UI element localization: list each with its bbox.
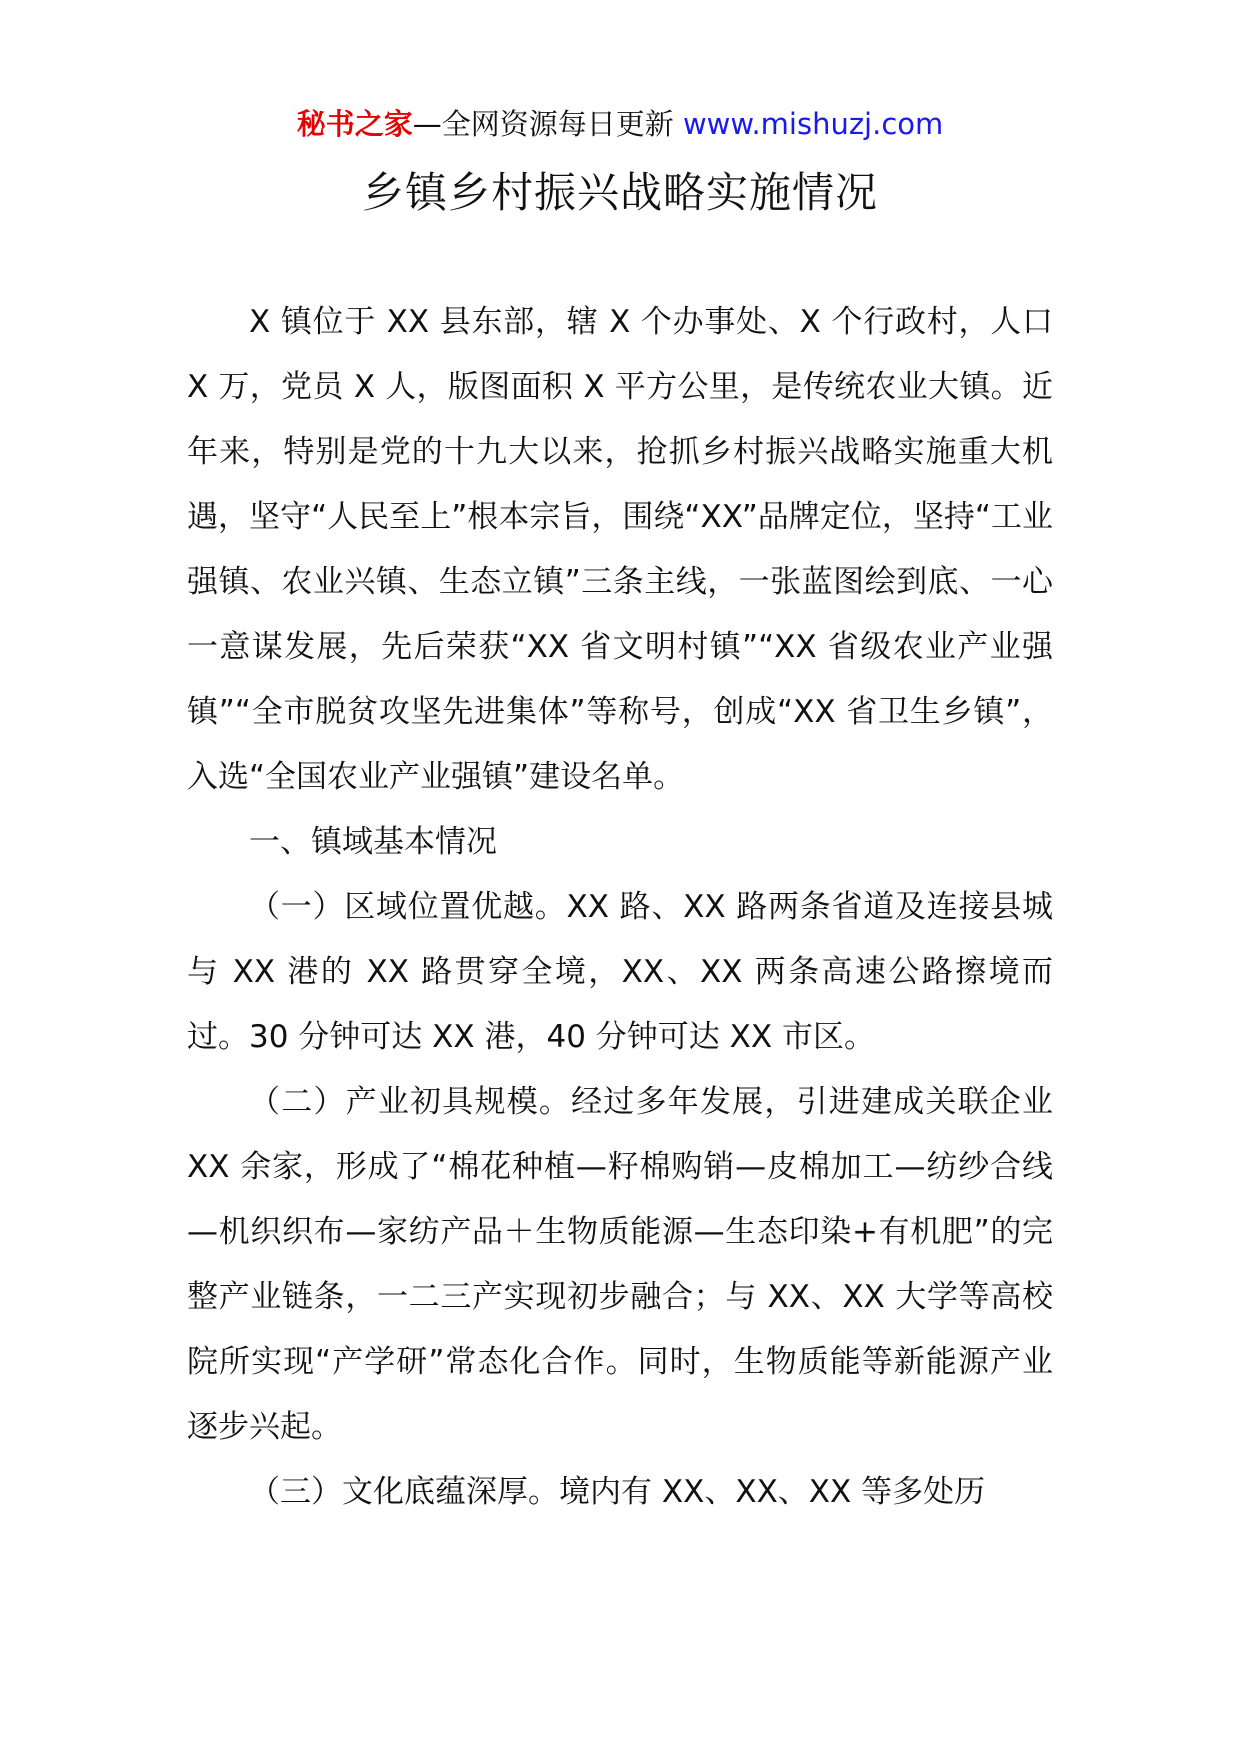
intro-paragraph: X 镇位于 XX 县东部，辖 X 个办事处、X 个行政村，人口 X 万，党员 X 人，版图面积 X 平方公里，是传统农业大镇。近年来，特别是党的十九大以来，抢抓乡村振兴战略实施重大机遇，坚守“人民至上”根本宗旨，围绕“XX”品牌定位，坚持“工业强镇、农业兴镇、生态立镇”三条主线，一张蓝图绘到底、一心一意谋发展，先后荣获“XX 省文明村镇”“XX 省级农业产业强镇”“全市脱贫攻坚先进集体”等称号，创成“XX 省卫生乡镇”，入选“全国农业产业强镇”建设名单。 — [187, 304, 1053, 795]
site-url-link[interactable]: www.mishuzj.com — [682, 107, 944, 141]
paragraph-item-2: （二）产业初具规模。经过多年发展，引进建成关联企业 XX 余家，形成了“棉花种植—籽棉购销—皮棉加工—纺纱合线—机织织布—家纺产品＋生物质能源—生态印染+有机肥”的完整产业链条，一二三产实现初步融合；与 XX、XX 大学等高校院所实现“产学研”常态化合作。同时，生物质能等新能源产业逐步兴起。 — [187, 1084, 1053, 1445]
section-heading: 一、镇域基本情况 — [249, 824, 497, 860]
site-header — [0, 102, 1240, 146]
brand-name: 秘书之家 — [296, 107, 413, 141]
document-title: 乡镇乡村振兴战略实施情况 — [361, 168, 878, 217]
document-body — [187, 290, 1053, 1525]
paragraph-item-3: （三）文化底蕴深厚。境内有 XX、XX、XX 等多处历 — [249, 1474, 986, 1510]
paragraph-item-1: （一）区域位置优越。XX 路、XX 路两条省道及连接县城与 XX 港的 XX 路贯穿全境，XX、XX 两条高速公路擦境而过。30 分钟可达 XX 港，40 分钟可达 XX 市区。 — [187, 889, 1053, 1055]
header-tagline: —全网资源每日更新 — [412, 107, 683, 141]
